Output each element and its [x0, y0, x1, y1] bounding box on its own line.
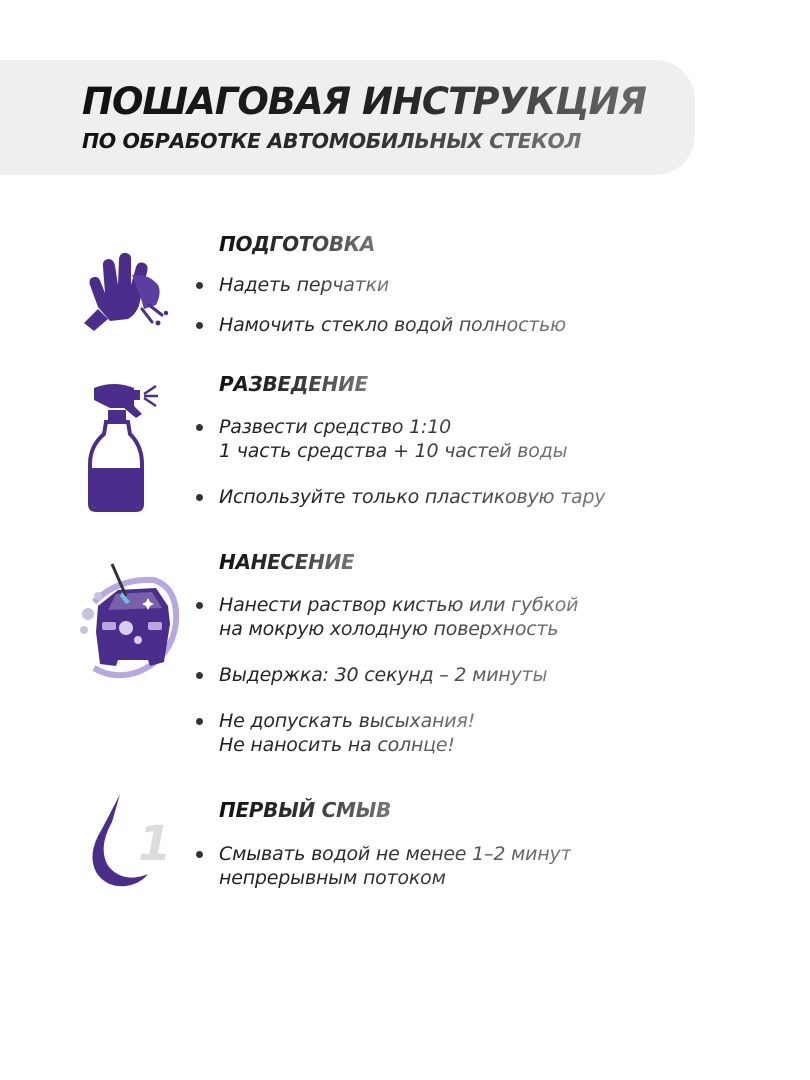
- water-drop-1-icon: [86, 790, 176, 890]
- list-item: Намочить стекло водой полностью: [196, 313, 566, 337]
- list-item: Развести средство 1:10 1 часть средства + 10 частей воды: [196, 415, 567, 463]
- list-item: Нанести раствор кистью или губкой на мокрую холодную поверхность: [196, 593, 578, 641]
- list-item: Выдержка: 30 секунд – 2 минуты: [196, 663, 547, 687]
- drop-number: 1: [138, 816, 172, 872]
- list-item: Используйте только пластиковую тару: [196, 485, 605, 509]
- glove-icon: [78, 245, 168, 335]
- bullet-dot: [196, 424, 203, 431]
- section-title-preparation: ПОДГОТОВКА: [219, 232, 376, 256]
- page-subtitle: ПО ОБРАБОТКЕ АВТОМОБИЛЬНЫХ СТЕКОЛ: [82, 129, 582, 153]
- bullet-dot: [196, 282, 203, 289]
- list-item: Смывать водой не менее 1–2 минут непрерывным потоком: [196, 842, 571, 890]
- bullet-dot: [196, 851, 203, 858]
- bullet-dot: [196, 322, 203, 329]
- section-title-application: НАНЕСЕНИЕ: [219, 550, 355, 574]
- list-item: Не допускать высыхания! Не наносить на солнце!: [196, 709, 475, 757]
- page-title: ПОШАГОВАЯ ИНСТРУКЦИЯ: [82, 80, 646, 123]
- list-item: Надеть перчатки: [196, 273, 389, 297]
- spray-bottle-icon: [84, 380, 174, 515]
- section-title-dilution: РАЗВЕДЕНИЕ: [219, 372, 368, 396]
- section-title-first-rinse: ПЕРВЫЙ СМЫВ: [219, 798, 391, 822]
- bullet-dot: [196, 602, 203, 609]
- bullet-dot: [196, 718, 203, 725]
- bullet-dot: [196, 672, 203, 679]
- car-windshield-icon: [78, 562, 186, 680]
- bullet-dot: [196, 494, 203, 501]
